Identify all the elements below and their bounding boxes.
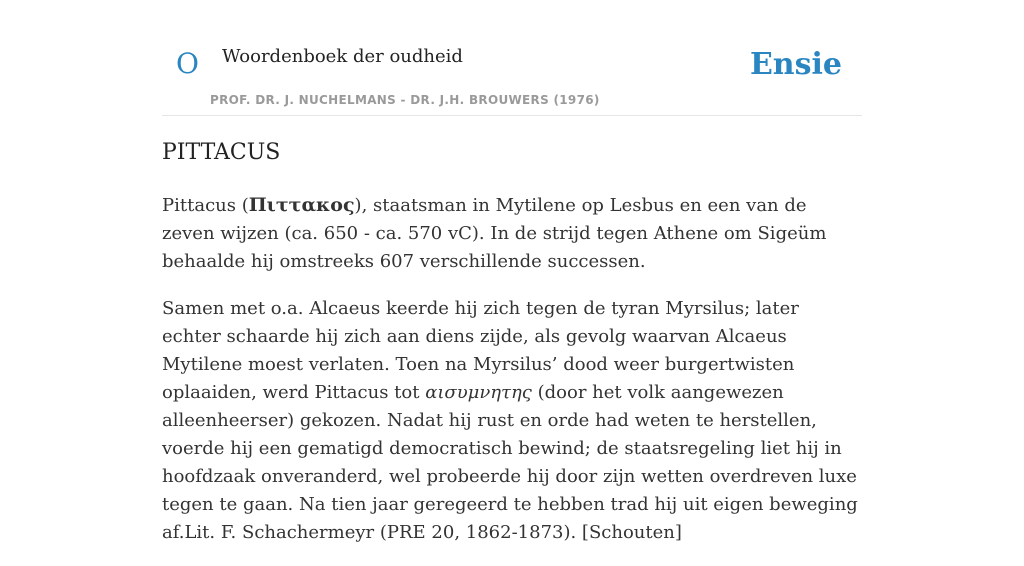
paragraph-1	[162, 191, 862, 276]
paragraph-1-text-b: ), staatsman in Mytilene op Lesbus en een van de zeven wijzen (ca. 650 - ca. 570 vC). In de strijd tegen Athene om Sigeüm behaalde hij omstreeks 607 verschillende successen.	[162, 195, 827, 272]
paragraph-1-text-a: Pittacus (	[162, 195, 249, 216]
index-letter[interactable]: O	[176, 47, 199, 80]
header	[162, 0, 862, 116]
paragraph-2-text-a: Samen met o.a. Alcaeus keerde hij zich tegen de tyran Myrsilus; later echter schaarde hij zich aan diens zijde, als gevolg waarvan Alcaeus Mytilene moest verlaten. Toen na Myrsilus’ dood weer burgertwisten oplaaiden, werd Pittacus tot	[162, 298, 799, 403]
page	[162, 0, 862, 543]
entry-title: PITTACUS	[162, 140, 281, 165]
book-authors: PROF. DR. J. NUCHELMANS - DR. J.H. BROUWERS (1976)	[210, 93, 600, 107]
greek-name: Πιττακος	[248, 194, 355, 216]
paragraph-2-text-b: (door het volk aangewezen alleenheerser) gekozen. Nadat hij rust en orde had weten te herstellen, voerde hij een gematigd democratisch bewind; de staatsregeling liet hij in hoofdzaak onveranderd, wel probeerde hij door zijn wetten overdreven luxe tegen te gaan. Na tien jaar geregeerd te hebben trad hij uit eigen beweging af.Lit. F. Schachermeyr (PRE 20, 1862-1873). [Schouten]	[162, 382, 858, 543]
ensie-logo[interactable]: Ensie	[749, 47, 842, 82]
entry-body	[162, 191, 862, 566]
book-title[interactable]: Woordenboek der oudheid	[222, 46, 463, 67]
greek-term: αισυμνητης	[425, 382, 532, 403]
paragraph-2	[162, 295, 862, 547]
